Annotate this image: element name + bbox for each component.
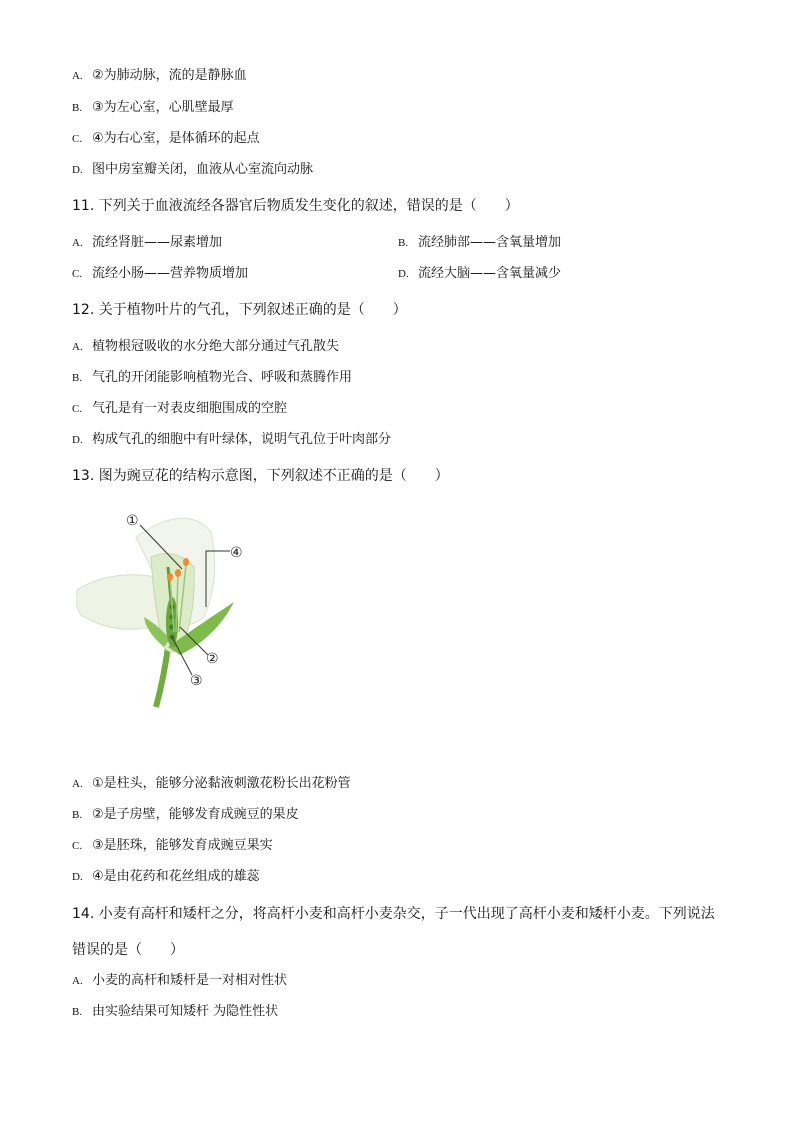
label-3: ③: [190, 673, 203, 689]
q12-option-a: A. 植物根冠吸收的水分绝大部分通过气孔散失: [72, 339, 340, 354]
q13-stem: 13. 图为豌豆花的结构示意图，下列叙述不正确的是（ ）: [72, 468, 449, 484]
q14-option-b: B. 由实验结果可知矮杆 为隐性性状: [72, 1004, 279, 1019]
anther-2: [175, 569, 181, 577]
q10-option-b: B. ③为左心室，心肌壁最厚: [72, 100, 234, 115]
pea-flower-diagram: [76, 507, 256, 717]
q12-stem: 12. 关于植物叶片的气孔，下列叙述正确的是（ ）: [72, 302, 407, 318]
label-1: ①: [126, 513, 139, 529]
q11-option-d: D. 流经大脑——含氧量减少: [398, 266, 562, 281]
q12-option-c: C. 气孔是有一对表皮细胞围成的空腔: [72, 401, 288, 416]
q10-option-d: D. 图中房室瓣关闭，血液从心室流向动脉: [72, 162, 314, 177]
q13-option-d: D. ④是由花药和花丝组成的雄蕊: [72, 869, 260, 884]
q11-option-c: C. 流经小肠——营养物质增加: [72, 266, 249, 281]
q10-option-a: A. ②为肺动脉，流的是静脉血: [72, 68, 247, 83]
flower-stem: [156, 647, 168, 707]
q12-option-d: D. 构成气孔的细胞中有叶绿体，说明气孔位于叶肉部分: [72, 432, 392, 447]
anther-3: [183, 558, 189, 566]
q14-stem-line1: 14. 小麦有高杆和矮杆之分，将高杆小麦和高杆小麦杂交，子一代出现了高杆小麦和矮杆小麦。下列说法: [72, 906, 715, 922]
anther-1: [167, 573, 173, 581]
q11-option-b: B. 流经肺部——含氧量增加: [398, 235, 562, 250]
q12-option-b: B. 气孔的开闭能影响植物光合、呼吸和蒸腾作用: [72, 370, 353, 385]
label-4: ④: [230, 545, 243, 561]
q13-option-a: A. ①是柱头，能够分泌黏液刺激花粉长出花粉管: [72, 776, 351, 791]
q13-option-b: B. ②是子房壁，能够发育成豌豆的果皮: [72, 807, 299, 822]
label-2: ②: [206, 651, 219, 667]
q14-option-a: A. 小麦的高杆和矮杆是一对相对性状: [72, 973, 288, 988]
q11-stem: 11. 下列关于血液流经各器官后物质发生变化的叙述，错误的是（ ）: [72, 198, 519, 214]
q13-option-c: C. ③是胚珠，能够发育成豌豆果实: [72, 838, 273, 853]
pea-flower-svg: [76, 507, 256, 717]
q10-option-c: C. ④为右心室，是体循环的起点: [72, 131, 260, 146]
q14-stem-line2: 错误的是（ ）: [72, 942, 184, 958]
q11-option-a: A. 流经肾脏——尿素增加: [72, 235, 223, 250]
